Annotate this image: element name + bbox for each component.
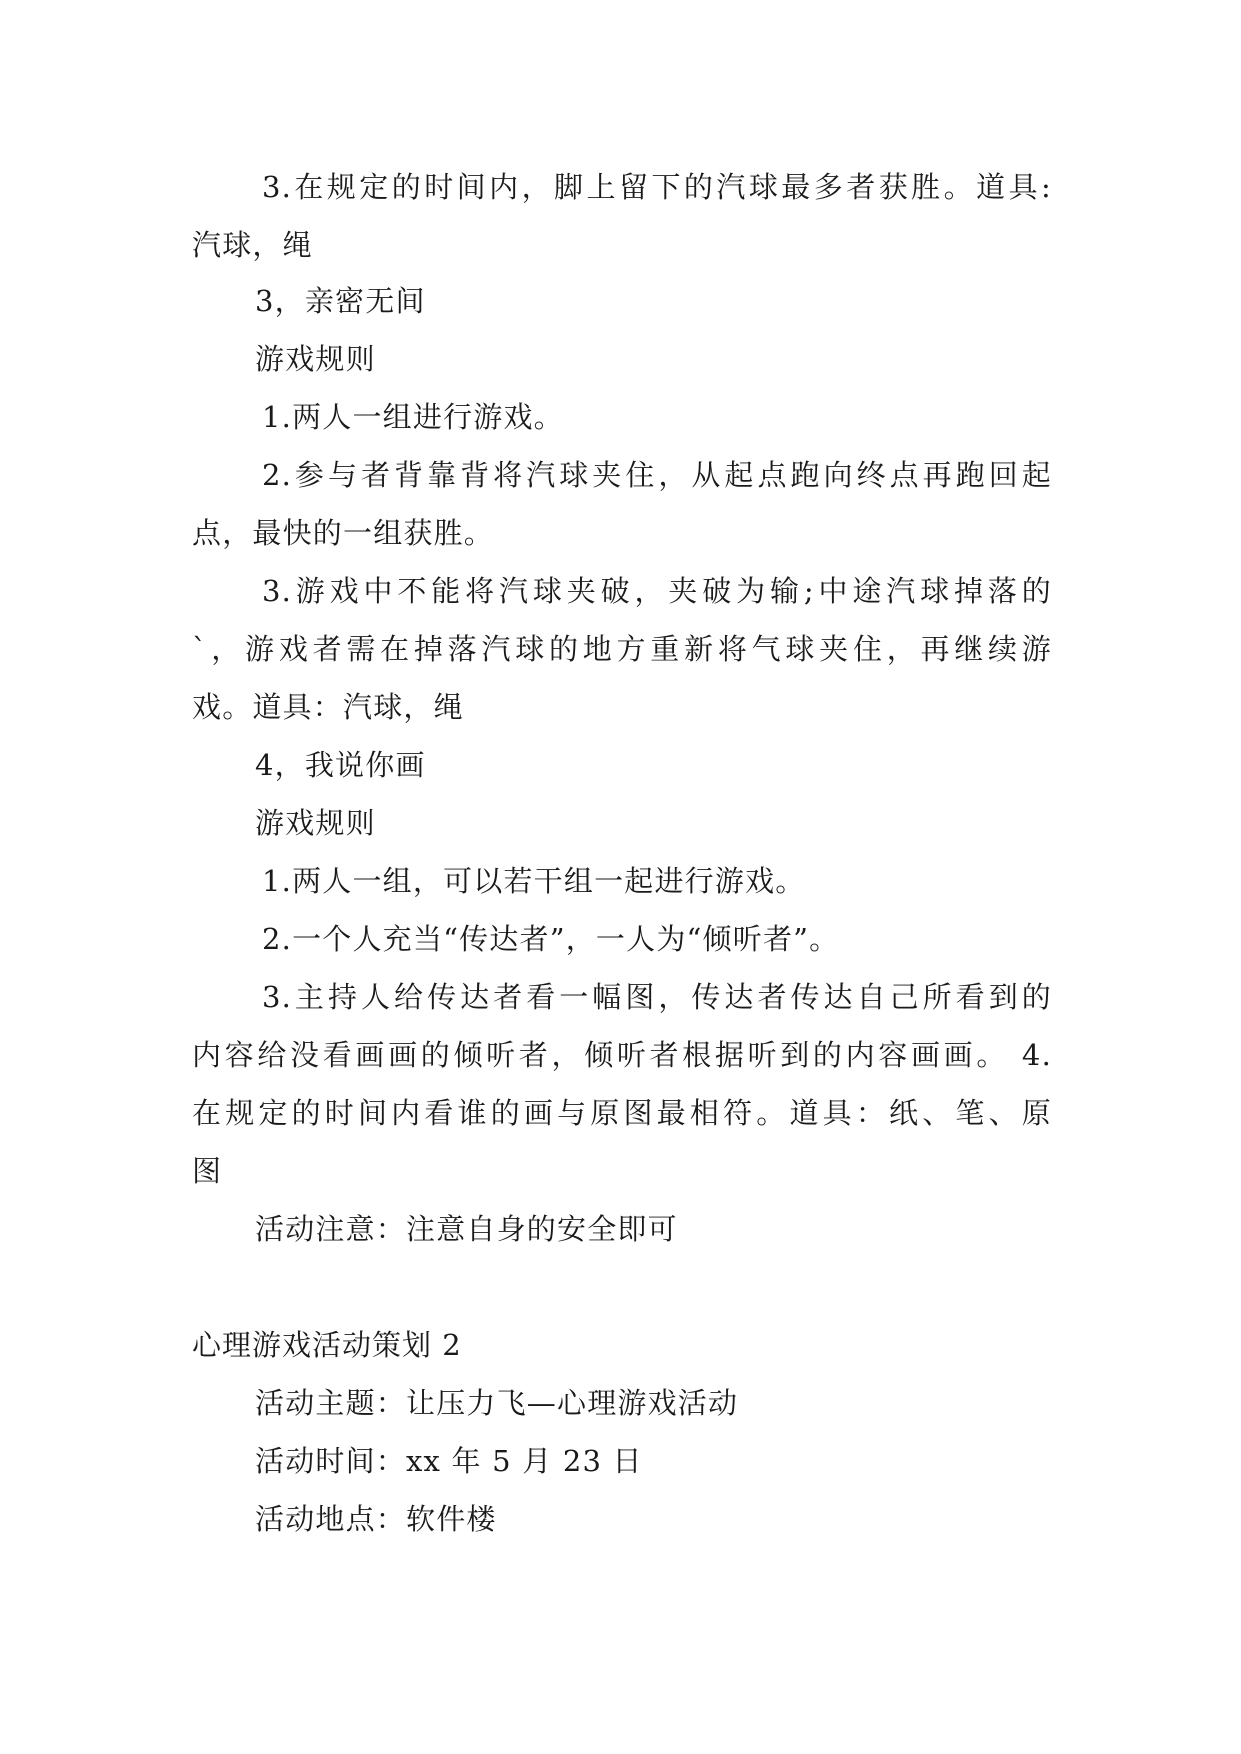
section-heading: 4，我说你画 <box>255 748 426 782</box>
paragraph-line: 点，最快的一组获胜。 <box>192 516 495 550</box>
subheading: 游戏规则 <box>255 342 376 376</box>
activity-time: 活动时间：xx 年 5 月 23 日 <box>255 1444 643 1478</box>
paragraph-line: 图 <box>192 1154 223 1188</box>
paragraph-line: `，游戏者需在掉落汽球的地方重新将气球夹住，再继续游 <box>192 632 1052 666</box>
activity-place: 活动地点：软件楼 <box>255 1502 497 1536</box>
paragraph-line: 2.参与者背靠背将汽球夹住，从起点跑向终点再跑回起 <box>262 458 1052 492</box>
paragraph-line: 戏。道具：汽球，绳 <box>192 690 464 724</box>
subheading: 游戏规则 <box>255 806 376 840</box>
paragraph-line: 活动注意：注意自身的安全即可 <box>255 1212 678 1246</box>
paragraph-line: 1.两人一组，可以若干组一起进行游戏。 <box>262 864 806 898</box>
section-title: 心理游戏活动策划 2 <box>192 1328 462 1362</box>
paragraph-line: 2.一个人充当“传达者”，一人为“倾听者”。 <box>262 922 840 956</box>
section-heading: 3，亲密无间 <box>255 284 426 318</box>
paragraph-line: 3.游戏中不能将汽球夹破，夹破为输;中途汽球掉落的 <box>262 574 1052 608</box>
paragraph-line: 汽球，绳 <box>192 228 313 262</box>
paragraph-line: 在规定的时间内看谁的画与原图最相符。道具：纸、笔、原 <box>192 1096 1052 1130</box>
paragraph-line: 3.主持人给传达者看一幅图，传达者传达自己所看到的 <box>262 980 1052 1014</box>
paragraph-line: 1.两人一组进行游戏。 <box>262 400 564 434</box>
paragraph-line: 内容给没看画画的倾听者，倾听者根据听到的内容画画。 4. <box>192 1038 1052 1072</box>
paragraph-line: 3.在规定的时间内，脚上留下的汽球最多者获胜。道具: <box>262 170 1052 204</box>
activity-theme: 活动主题：让压力飞—心理游戏活动 <box>255 1386 739 1420</box>
